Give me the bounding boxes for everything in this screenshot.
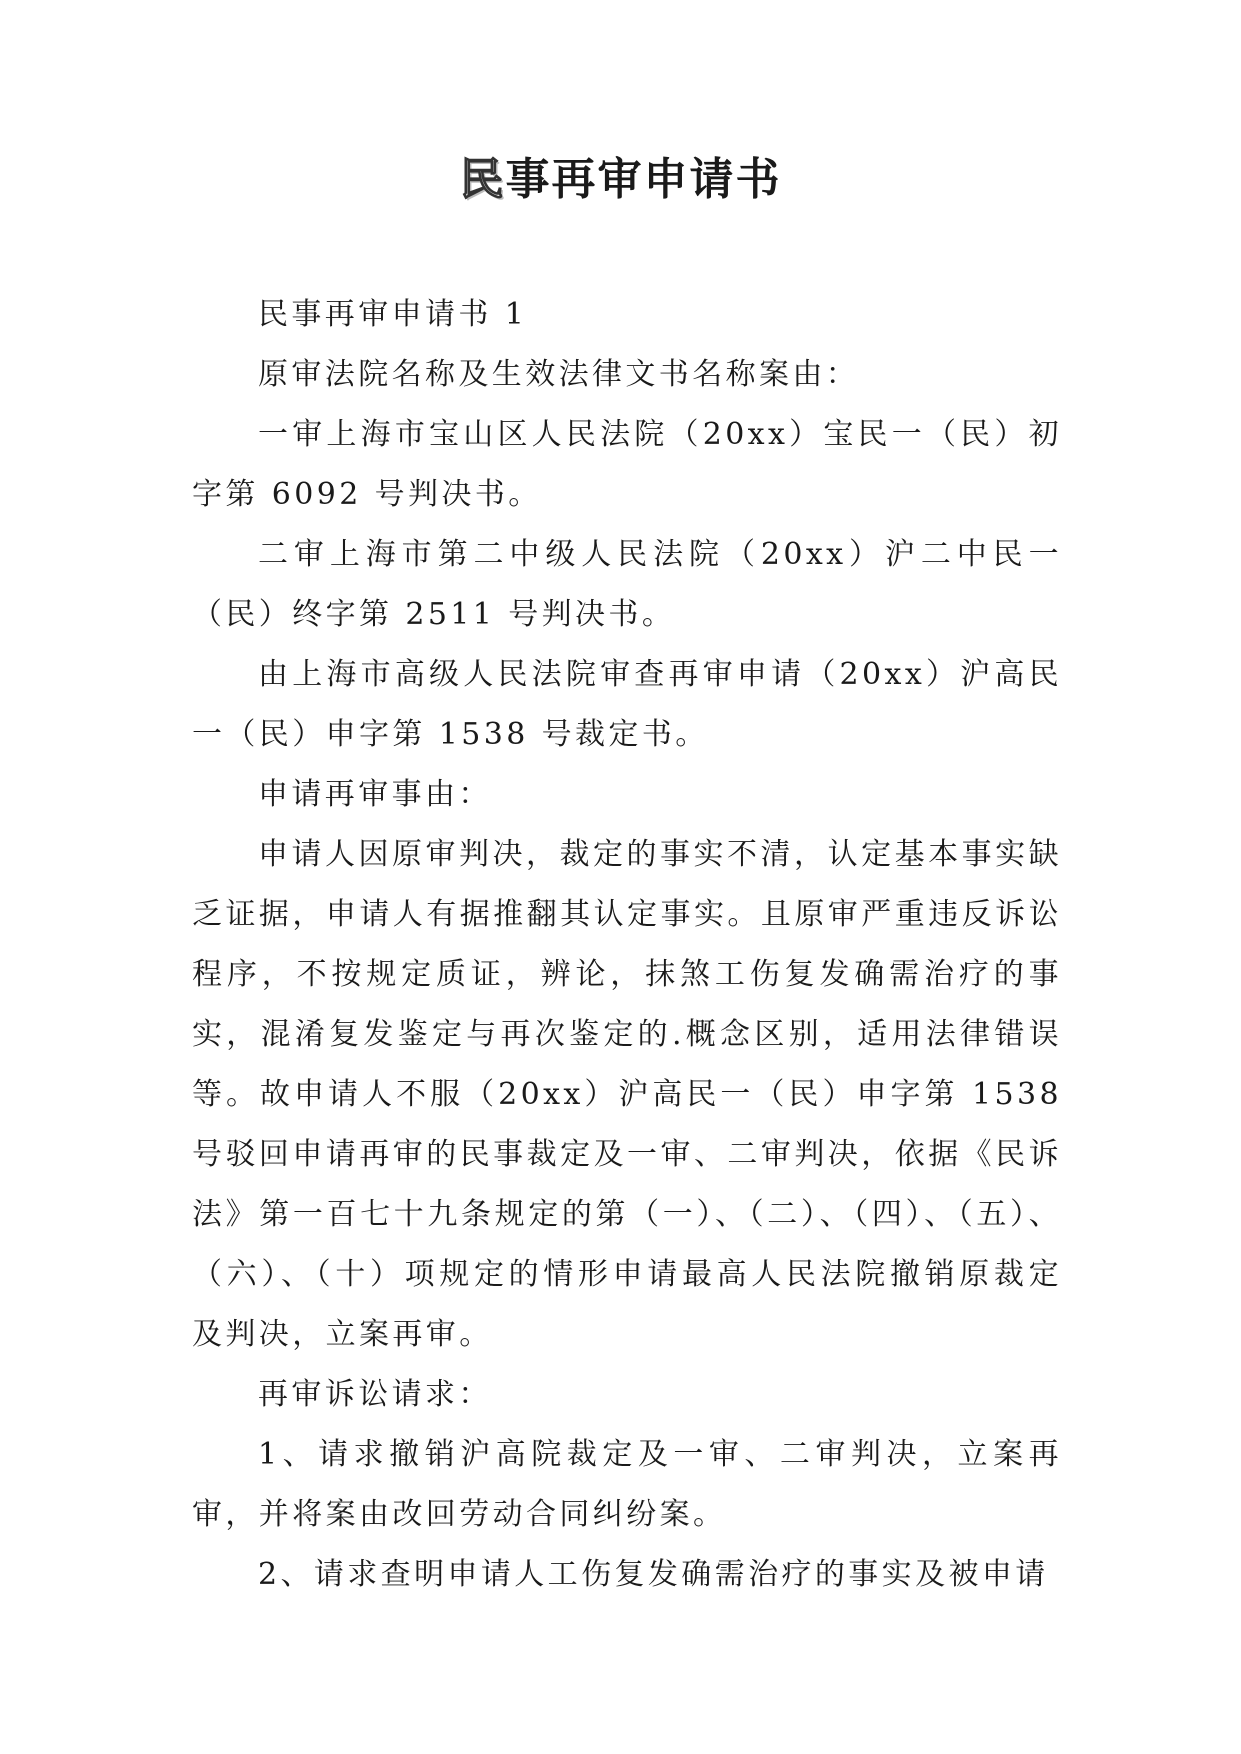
title-rest: 事再审申请书 [505, 154, 782, 205]
document-title [0, 150, 1241, 210]
paragraph-grounds: 申请人因原审判决，裁定的事实不清，认定基本事实缺乏证据，申请人有据推翻其认定事实。且原审严重违反诉讼程序，不按规定质证，辨论，抹煞工伤复发确需治疗的事实，混淆复发鉴定与再次鉴定的.概念区别，适用法律错误等。故申请人不服（20xx）沪高民一（民）申字第 1538 号驳回申请再审的民事裁定及一审、二审判决，依据《民诉法》第一百七十九条规定的第（一）、（二）、（四）、（五）、（六）、（十）项规定的情形申请最高人民法院撤销原裁定及判决，立案再审。 [192, 837, 1062, 1352]
paragraph-grounds-heading: 申请再审事由： [258, 777, 492, 812]
paragraph-claim-1: 1、请求撤销沪高院裁定及一审、二审判决，立案再审，并将案由改回劳动合同纠纷案。 [192, 1437, 1062, 1532]
paragraph-first-instance: 一审上海市宝山区人民法院（20xx）宝民一（民）初字第 6092 号判决书。 [192, 417, 1062, 512]
document-body [192, 285, 1062, 1605]
paragraph-claims-heading: 再审诉讼请求： [258, 1377, 492, 1412]
paragraph-claim-2: 2、请求查明申请人工伤复发确需治疗的事实及被申请 [258, 1557, 1049, 1592]
paragraph-subtitle: 民事再审申请书 1 [258, 297, 528, 332]
paragraph-high-court-review: 由上海市高级人民法院审查再审申请（20xx）沪高民一（民）申字第 1538 号裁定书。 [192, 657, 1062, 752]
paragraph-court-heading: 原审法院名称及生效法律文书名称案由： [258, 357, 860, 392]
title-first-char: 民 [459, 154, 506, 205]
paragraph-second-instance: 二审上海市第二中级人民法院（20xx）沪二中民一（民）终字第 2511 号判决书。 [192, 537, 1062, 632]
